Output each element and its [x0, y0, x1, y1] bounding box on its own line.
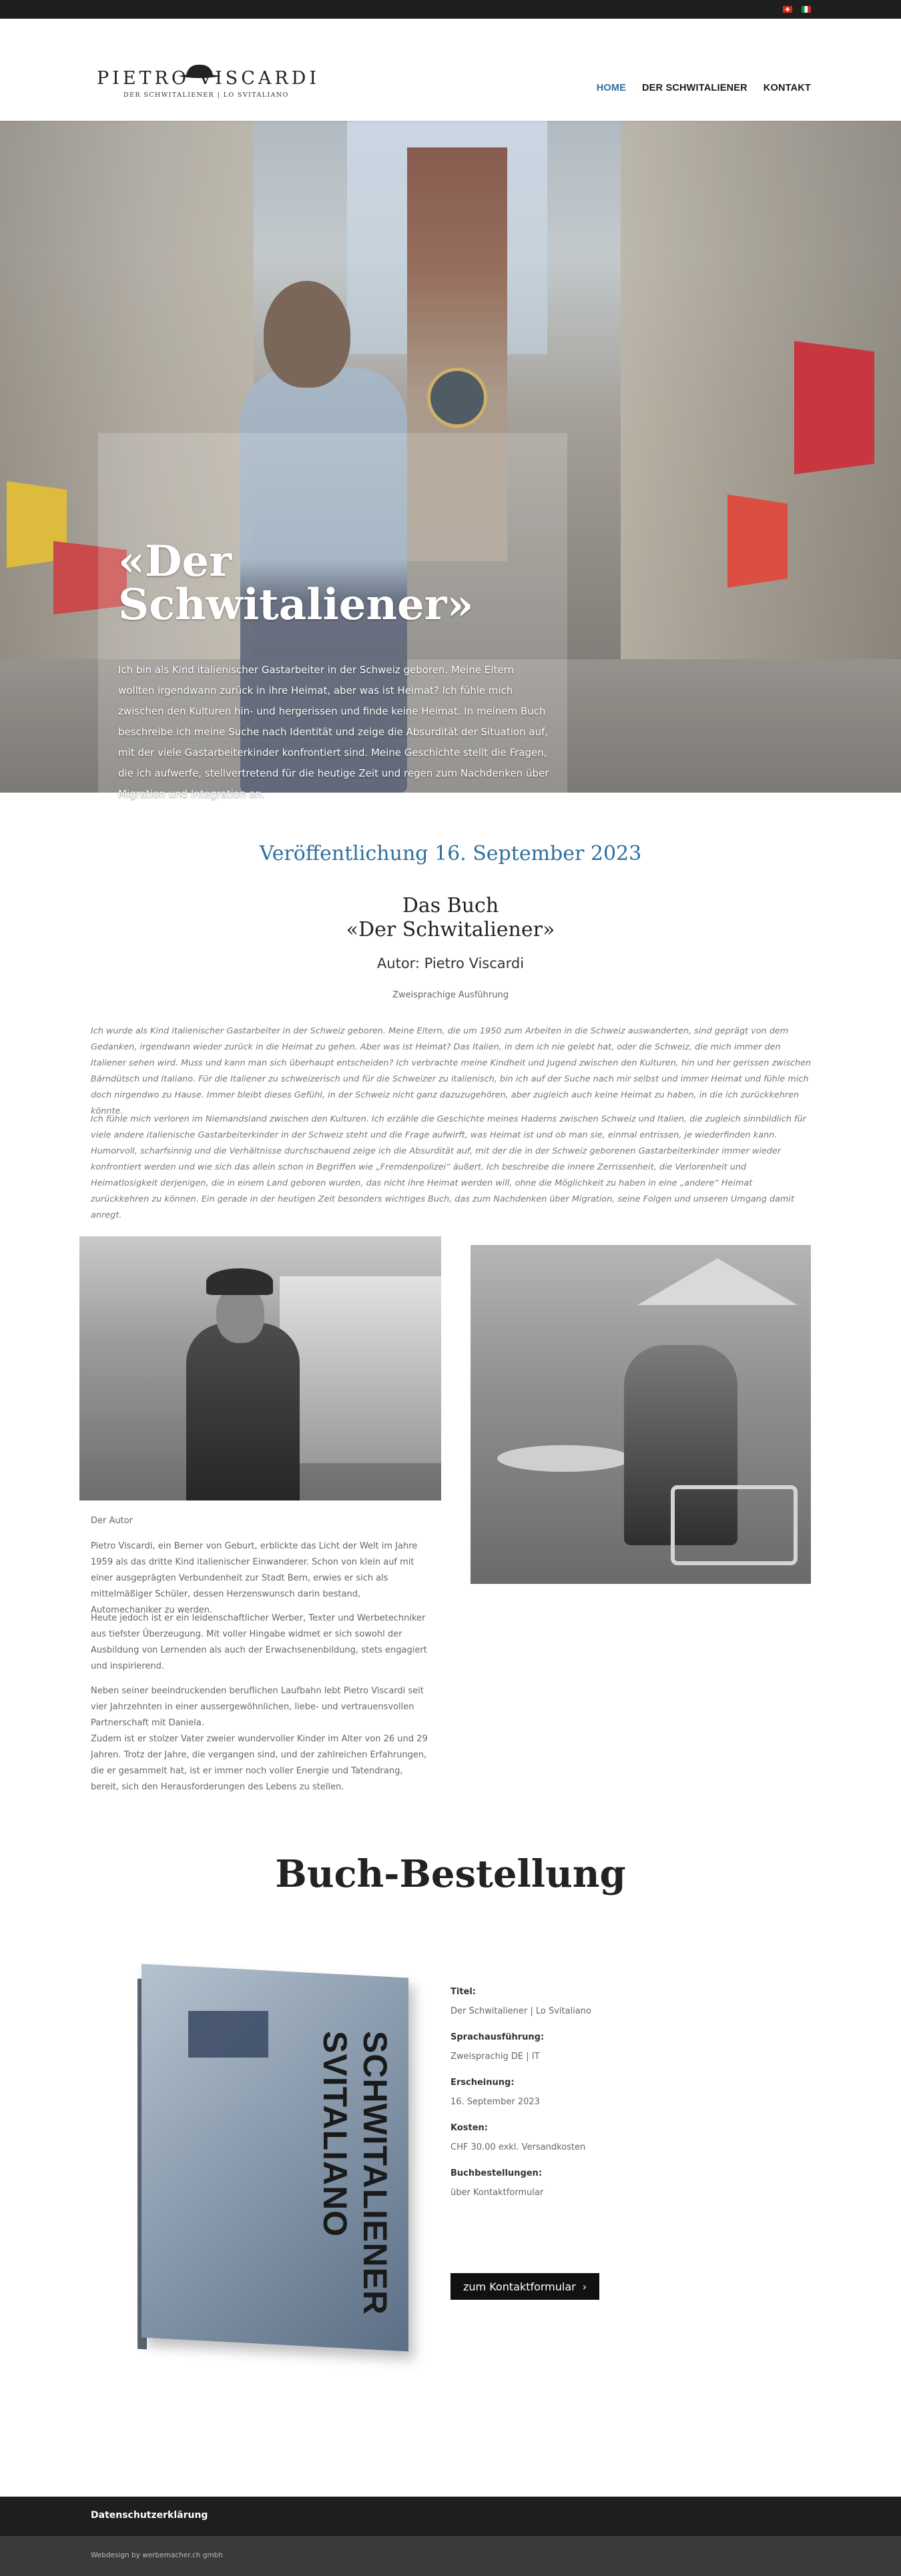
- main-nav: [597, 83, 811, 93]
- book-intro-paragraph: Ich wurde als Kind italienischer Gastarbeiter in der Schweiz geboren. Meine Eltern, die um 1950 zum Arbeiten in die Schweiz auswanderten, sind geprägt von dem Gedanken, irgendwann wieder zurück in die Heimat zu gehen. Aber was ist Heimat? Das Italien, in dem ich nie gelebt hat, oder die Schweiz, die mich immer den Italiener sehen wird. Muss und kann man sich überhaupt entscheiden? Ich verbrachte meine Kindheit und Jugend zwischen den Kulturen, hin und her gerissen zwischen Bärndütsch und Italiano. Für die Italiener zu schweizerisch und für die Schweizer zu italienisch, bin ich auf der Suche nach mir selbst und immer Heimat und fühle mich doch nirgendwo zu Hause. Immer bleibt dieses Gefühl, in der Schweiz nicht ganz dazuzugehören, aber zugleich auch keine Heimat zu haben, in die ich zurückkehren könnte.: [91, 1026, 812, 1116]
- order-heading: Buch-Bestellung: [275, 1852, 626, 1896]
- book-author: Autor: Pietro Viscardi: [376, 955, 525, 971]
- book-title-line2: «Der Schwitaliener»: [346, 918, 555, 941]
- author-bio-paragraph: Heute jedoch ist er ein leidenschaftlicher Werber, Texter und Werbetechniker aus tiefster Überzeugung. Mit voller Hingabe widmet er sich sowohl der Ausbildung von Lernenden als auch der Erwachsenenbildung, stets engagiert und inspirierend.: [91, 1613, 427, 1671]
- spec-value: Der Schwitaliener | Lo Svitaliano: [450, 2006, 591, 2016]
- chevron-right-icon: ›: [582, 2280, 587, 2293]
- italian-flag-icon[interactable]: [802, 6, 811, 13]
- book-specs: [450, 1987, 717, 2214]
- swiss-flag-icon[interactable]: [783, 6, 792, 13]
- author-photo: [79, 1236, 441, 1500]
- site-header: [0, 19, 901, 121]
- book-title-line1: Das Buch: [402, 894, 499, 917]
- site-logo[interactable]: [95, 45, 320, 99]
- book-language: Zweisprachige Ausführung: [392, 990, 509, 1000]
- hero-text: Ich bin als Kind italienischer Gastarbeiter in der Schweiz geboren. Meine Eltern wollten irgendwann zurück in ihre Heimat, aber was ist Heimat? Ich fühle mich zwischen den Kulturen hin- und hergerissen und finde keine Heimat. In meinem Buch beschreibe ich meine Suche nach Identität und zeige die Absurdität der Situation auf, mit der viele Gastarbeiterkinder konfrontiert sind. Meine Geschichte stellt die Fragen, die ich aufwerfe, stellvertretend für die heutige Zeit und regen zum Nachdenken über Migration und Integration an.: [118, 664, 549, 800]
- hero-title: «Der Schwitaliener»: [118, 536, 474, 630]
- spec-label: Buchbestellungen:: [450, 2168, 543, 2178]
- author-bio-line: Zudem ist er stolzer Vater zweier wundervoller Kinder im Alter von 26 und 29 Jahren. Trotz der Jahre, die vergangen sind, und der zahlreichen Erfahrungen, die er gesammelt hat, ist er immer noch voller Energie und Tatendrang, bereit, sich den Herausforderungen des Lebens zu stellen.: [91, 1734, 428, 1792]
- book-cover: [135, 1971, 415, 2351]
- book-title: [0, 894, 901, 942]
- nav-kontakt[interactable]: KONTAKT: [763, 83, 811, 93]
- book-cover-title: SCHWITALIENER SVITALIANO: [316, 2031, 394, 2315]
- spec-label: Sprachausführung:: [450, 2032, 545, 2042]
- release-date: Veröffentlichung 16. September 2023: [259, 842, 642, 865]
- cafe-photo: [471, 1245, 811, 1584]
- contact-form-button-label: zum Kontaktformular: [463, 2280, 576, 2293]
- book-intro-paragraph: Ich fühle mich verloren im Niemandsland zwischen den Kulturen. Ich erzähle die Geschichte meines Haderns zwischen Schweiz und Italien, die zugleich sinnbildlich für viele andere italienische Gastarbeiterkinder in der Schweiz steht und die Frage aufwirft, was Heimat ist und ob man sie, einmal entrissen, je wiederfinden kann. Humorvoll, scharfsinnig und die Verhältnisse durchschauend zeige ich die Absurdität auf, mit der die in der Schweiz geborenen Gastarbeiterkinder immer wieder konfrontiert werden und wie sich das allein schon in Begriffen wie „Fremdenpolizei“ äußert. Ich beschreibe die innere Zerrissenheit, die Verlorenheit und Heimatlosigkeit derjenigen, die in einem Land geboren wurden, das nicht ihre Heimat werden will, ohne die Möglichkeit zu haben in eine „andere“ Heimat zurückkehren zu können. Ein gerade in der heutigen Zeit besonders wichtiges Buch, das zum Nachdenken über Migration, seine Folgen und unseren Umgang damit anregt.: [91, 1114, 806, 1220]
- nav-home[interactable]: HOME: [596, 83, 626, 93]
- privacy-link[interactable]: Datenschutzerklärung: [91, 2510, 208, 2521]
- author-label: Der Autor: [91, 1516, 133, 1526]
- spec-label: Kosten:: [450, 2123, 488, 2133]
- footer-bottom: [0, 2536, 901, 2576]
- spec-value: CHF 30.00 exkl. Versandkosten: [450, 2142, 586, 2152]
- spec-value: über Kontaktformular: [450, 2188, 544, 2198]
- nav-der-schwitaliener[interactable]: DER SCHWITALIENER: [642, 83, 747, 93]
- logo-title: PIETRO VISCARDI: [97, 68, 320, 89]
- author-bio-line: Neben seiner beeindruckenden beruflichen Laufbahn lebt Pietro Viscardi seit vier Jahrzehnten in einer aussergewöhnlichen, liebe- und vertrauensvollen Partnerschaft mit Daniela.: [91, 1686, 424, 1728]
- webdesign-credit: Webdesign by werbemacher.ch gmbh: [91, 2551, 223, 2559]
- footer: [0, 2497, 901, 2536]
- contact-form-button[interactable]: [450, 2273, 599, 2300]
- spec-value: 16. September 2023: [450, 2097, 540, 2107]
- hero-section: [0, 121, 901, 800]
- author-bio-paragraph: Pietro Viscardi, ein Berner von Geburt, erblickte das Licht der Welt im Jahre 1959 als das dritte Kind italienischer Einwanderer. Schon von klein auf mit einer ausgeprägten Verbundenheit zur Stadt Bern, erwies er sich als mittelmäßiger Schüler, dessen Herzenswunsch darin bestand, Automechaniker zu werden.: [91, 1541, 418, 1615]
- spec-value: Zweisprachig DE | IT: [450, 2052, 540, 2062]
- spec-label: Erscheinung:: [450, 2078, 515, 2088]
- language-switcher: [783, 6, 811, 13]
- logo-subtitle: DER SCHWITALIENER | LO SVITALIANO: [123, 91, 289, 99]
- author-bio-paragraph: [91, 1683, 430, 1795]
- top-bar: [0, 0, 901, 19]
- spec-label: Titel:: [450, 1987, 477, 1997]
